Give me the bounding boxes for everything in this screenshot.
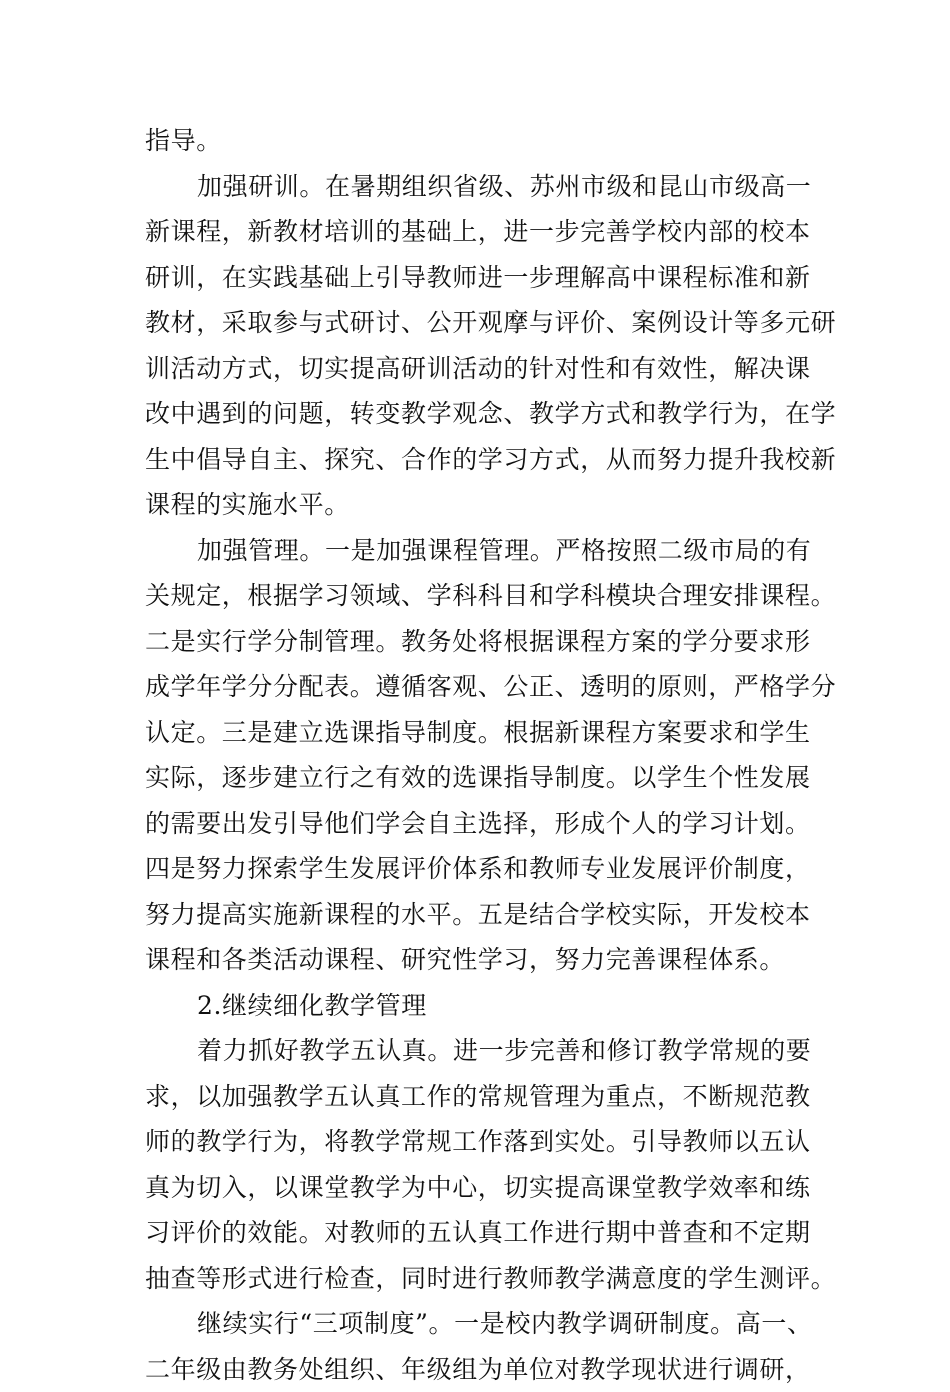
text-line: 实际，逐步建立行之有效的选课指导制度。以学生个性发展 (145, 755, 815, 801)
paragraph-first-line: 加强研训。在暑期组织省级、苏州市级和昆山市级高一 (145, 164, 815, 210)
text-line: 二年级由教务处组织、年级组为单位对教学现状进行调研， (145, 1347, 815, 1392)
section-heading: 2.继续细化教学管理 (145, 983, 815, 1029)
paragraph-first-line: 加强管理。一是加强课程管理。严格按照二级市局的有 (145, 528, 815, 574)
text-line: 改中遇到的问题，转变教学观念、教学方式和教学行为，在学 (145, 391, 815, 437)
text-line: 求，以加强教学五认真工作的常规管理为重点，不断规范教 (145, 1074, 815, 1120)
text-line: 师的教学行为，将教学常规工作落到实处。引导教师以五认 (145, 1119, 815, 1165)
text-line: 生中倡导自主、探究、合作的学习方式，从而努力提升我校新 (145, 437, 815, 483)
text-line: 新课程，新教材培训的基础上，进一步完善学校内部的校本 (145, 209, 815, 255)
text-line: 努力提高实施新课程的水平。五是结合学校实际，开发校本 (145, 892, 815, 938)
text-line: 抽查等形式进行检查，同时进行教师教学满意度的学生测评。 (145, 1256, 815, 1302)
text-line: 指导。 (145, 118, 815, 164)
text-line: 成学年学分分配表。遵循客观、公正、透明的原则，严格学分 (145, 664, 815, 710)
text-line: 课程的实施水平。 (145, 482, 815, 528)
text-line: 课程和各类活动课程、研究性学习，努力完善课程体系。 (145, 937, 815, 983)
document-body (145, 118, 815, 1392)
text-line: 认定。三是建立选课指导制度。根据新课程方案要求和学生 (145, 710, 815, 756)
text-line: 习评价的效能。对教师的五认真工作进行期中普查和不定期 (145, 1210, 815, 1256)
text-line: 训活动方式，切实提高研训活动的针对性和有效性，解决课 (145, 346, 815, 392)
paragraph-first-line: 继续实行“三项制度”。一是校内教学调研制度。高一、 (145, 1301, 815, 1347)
text-line: 关规定，根据学习领域、学科科目和学科模块合理安排课程。 (145, 573, 815, 619)
text-line: 研训，在实践基础上引导教师进一步理解高中课程标准和新 (145, 255, 815, 301)
paragraph-first-line: 着力抓好教学五认真。进一步完善和修订教学常规的要 (145, 1028, 815, 1074)
text-line: 教材，采取参与式研讨、公开观摩与评价、案例设计等多元研 (145, 300, 815, 346)
text-line: 二是实行学分制管理。教务处将根据课程方案的学分要求形 (145, 619, 815, 665)
text-line: 的需要出发引导他们学会自主选择，形成个人的学习计划。 (145, 801, 815, 847)
text-line: 真为切入，以课堂教学为中心，切实提高课堂教学效率和练 (145, 1165, 815, 1211)
text-line: 四是努力探索学生发展评价体系和教师专业发展评价制度， (145, 846, 815, 892)
